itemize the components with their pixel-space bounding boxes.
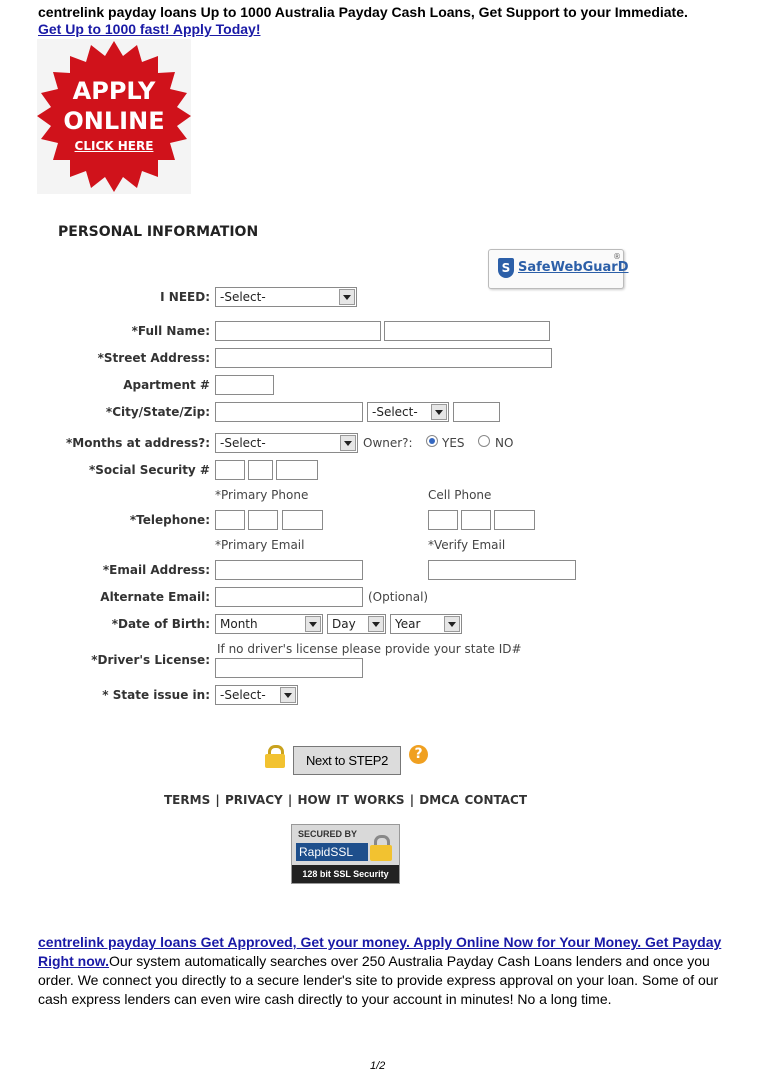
phone-prefix-input[interactable] (248, 510, 278, 530)
dob-month-select[interactable]: Month (215, 614, 323, 634)
verify-email-input[interactable] (428, 560, 576, 580)
lock-icon (265, 745, 285, 767)
apply-online-badge[interactable] (37, 39, 191, 194)
owner-label: Owner?: (363, 436, 413, 450)
phone-area-input[interactable] (215, 510, 245, 530)
full-name-label: *Full Name: (131, 324, 210, 338)
body-paragraph (38, 933, 728, 1009)
cell-line-input[interactable] (494, 510, 535, 530)
ssn-part2-input[interactable] (248, 460, 273, 480)
ssn-part3-input[interactable] (276, 460, 318, 480)
body-link[interactable]: centrelink payday loans Get Approved, Get your money. Apply Online Now for Your Money. Get Payday Right now. (38, 934, 722, 969)
need-label: I NEED: (160, 290, 210, 304)
next-step-button[interactable]: Next to STEP2 (293, 746, 401, 775)
dob-year-select[interactable]: Year (390, 614, 462, 634)
state-issue-select[interactable]: -Select- (215, 685, 298, 705)
apply-link[interactable]: Get Up to 1000 fast! Apply Today! (38, 21, 261, 37)
last-name-input[interactable] (384, 321, 550, 341)
license-hint: If no driver's license please provide your state ID# (217, 642, 522, 656)
city-state-zip-label: *City/State/Zip: (105, 405, 210, 419)
chevron-down-icon (305, 616, 321, 632)
owner-yes-label: YES (442, 436, 465, 450)
owner-yes-radio[interactable] (426, 435, 438, 447)
alt-email-label: Alternate Email: (100, 590, 210, 604)
ssl-secured-by: SECURED BY (298, 829, 358, 839)
alt-email-input[interactable] (215, 587, 363, 607)
dob-label: *Date of Birth: (111, 617, 210, 631)
cell-area-input[interactable] (428, 510, 458, 530)
owner-no-radio[interactable] (478, 435, 490, 447)
primary-phone-label: *Primary Phone (215, 488, 309, 502)
street-label: *Street Address: (97, 351, 210, 365)
street-input[interactable] (215, 348, 552, 368)
registered-mark: ® (613, 252, 621, 261)
ssl-bits: 128 bit SSL Security (292, 865, 399, 883)
chevron-down-icon (280, 687, 296, 703)
ssn-label: *Social Security # (88, 463, 210, 477)
telephone-label: *Telephone: (129, 513, 210, 527)
state-issue-label: * State issue in: (102, 688, 210, 702)
months-select[interactable]: -Select- (215, 433, 358, 453)
need-select[interactable]: -Select- (215, 287, 357, 307)
dob-day-select[interactable]: Day (327, 614, 386, 634)
safewebguard-text: SafeWebGuarD (518, 260, 629, 275)
email-input[interactable] (215, 560, 363, 580)
help-icon[interactable]: ? (409, 745, 428, 764)
chevron-down-icon (339, 289, 355, 305)
verify-email-label: *Verify Email (428, 538, 506, 552)
badge-line2: ONLINE (63, 107, 165, 135)
email-label: *Email Address: (102, 563, 210, 577)
application-form (37, 208, 637, 898)
page-number: 1/2 (370, 1060, 386, 1072)
license-input[interactable] (215, 658, 363, 678)
owner-no-label: NO (495, 436, 514, 450)
chevron-down-icon (368, 616, 384, 632)
page-title: centrelink payday loans Up to 1000 Australia Payday Cash Loans, Get Support to your Immediate. (38, 4, 688, 20)
badge-line3: CLICK HERE (74, 139, 154, 153)
body-text: Our system automatically searches over 250 Australia Payday Cash Loans lenders and once you order. We connect you directly to a secure lender's site to provide express approval on your loan. Some of our cash express lenders can even wire cash directly to your account in minutes! No a long time. (38, 953, 719, 1007)
apartment-label: Apartment # (123, 378, 210, 392)
chevron-down-icon (444, 616, 460, 632)
cell-phone-label: Cell Phone (428, 488, 492, 502)
safewebguard-badge[interactable] (488, 249, 629, 289)
first-name-input[interactable] (215, 321, 381, 341)
ssl-brand: RapidSSL (296, 843, 368, 861)
ssn-part1-input[interactable] (215, 460, 245, 480)
phone-line-input[interactable] (282, 510, 323, 530)
footer-links[interactable]: TERMS | PRIVACY | HOW IT WORKS | DMCA CONTACT (164, 793, 528, 807)
section-title: PERSONAL INFORMATION (58, 224, 259, 240)
optional-label: (Optional) (368, 590, 429, 604)
city-input[interactable] (215, 402, 363, 422)
badge-line1: APPLY (72, 77, 156, 105)
chevron-down-icon (340, 435, 356, 451)
zip-input[interactable] (453, 402, 500, 422)
chevron-down-icon (431, 404, 447, 420)
padlock-icon (370, 835, 392, 861)
state-select[interactable]: -Select- (367, 402, 449, 422)
rapidssl-seal[interactable] (291, 824, 400, 884)
cell-prefix-input[interactable] (461, 510, 491, 530)
primary-email-label: *Primary Email (215, 538, 305, 552)
months-label: *Months at address?: (66, 436, 210, 450)
apartment-input[interactable] (215, 375, 274, 395)
shield-icon: S (498, 258, 514, 278)
license-label: *Driver's License: (91, 653, 210, 667)
